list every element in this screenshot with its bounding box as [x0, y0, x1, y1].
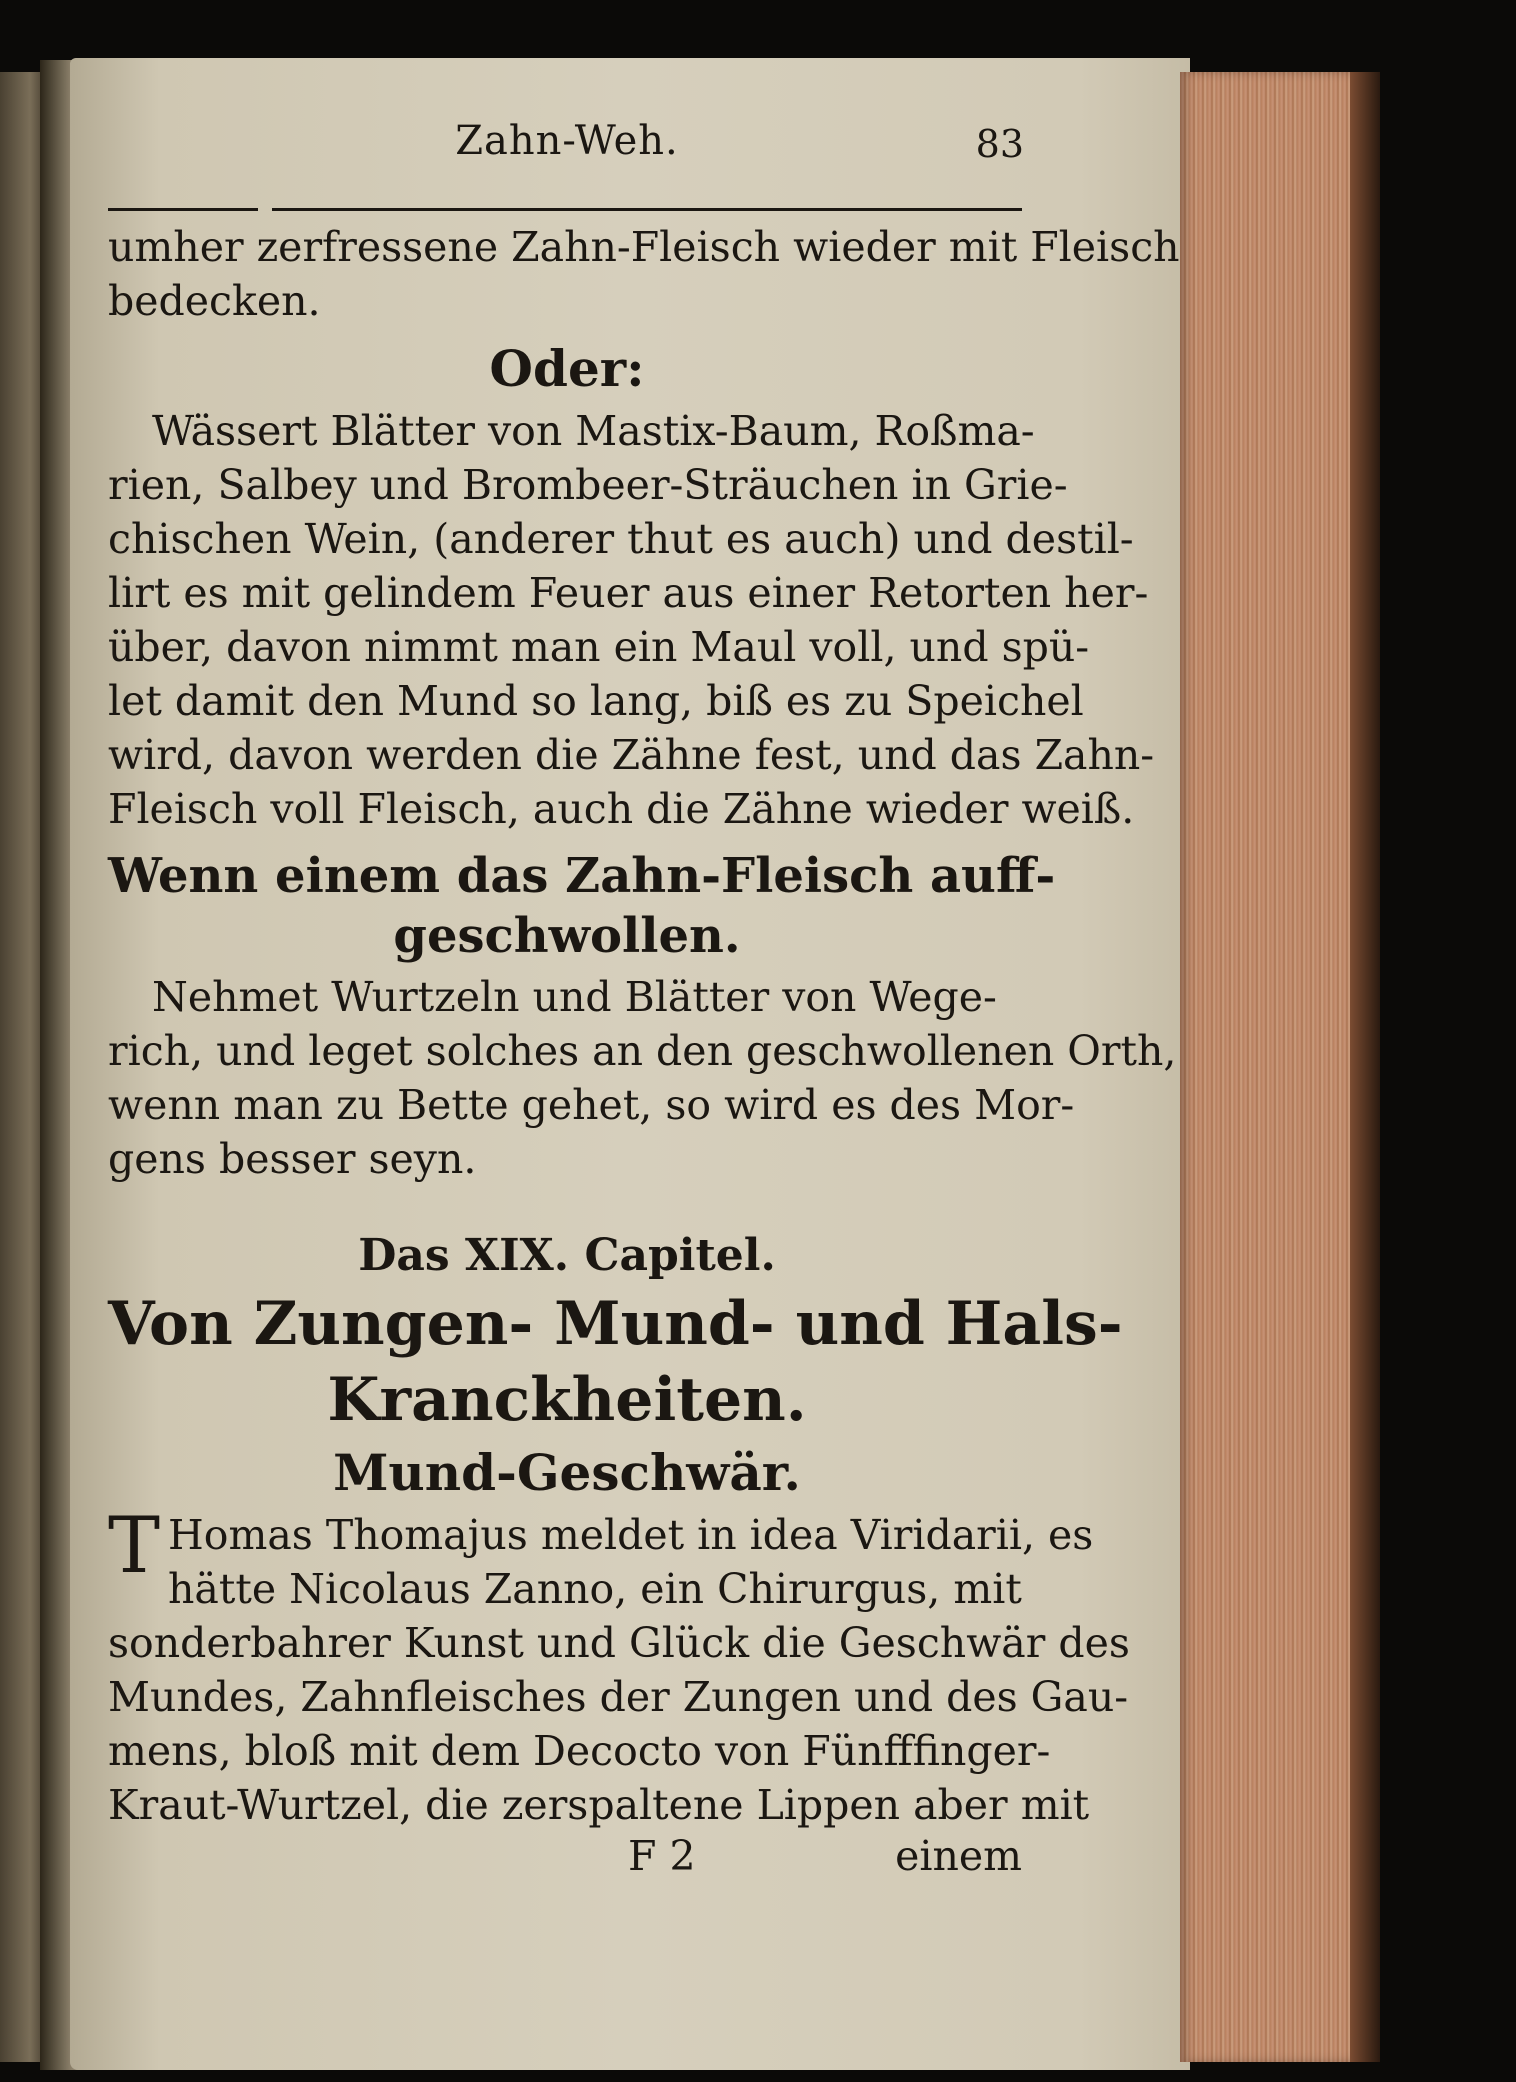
signature-mark: F 2 [628, 1832, 696, 1880]
text-line: über, davon nimmt man ein Maul voll, und spü- [108, 623, 1090, 671]
text-line: wird, davon werden die Zähne fest, und das Zahn- [108, 731, 1155, 779]
page-footer [108, 1832, 1026, 1888]
text-line: sonderbahrer Kunst und Glück die Geschwär des [108, 1619, 1130, 1667]
page-number: 83 [975, 122, 1024, 166]
text-line: lirt es mit gelindem Feuer aus einer Retorten her- [108, 569, 1149, 617]
catchword: einem [895, 1832, 1022, 1880]
paragraph-plantain [108, 970, 1177, 1186]
drop-cap: T [108, 1501, 161, 1591]
text-line: Homas Thomajus meldet in idea Viridarii, es [168, 1511, 1094, 1559]
text-line: wenn man zu Bette gehet, so wird es des Mor- [108, 1081, 1075, 1129]
heading-line: geschwollen. [393, 908, 741, 964]
section-title: Mund-Geschwär. [333, 1443, 801, 1502]
heading-line: Wenn einem das Zahn-Fleisch auff- [108, 848, 1056, 904]
running-head [108, 118, 1026, 180]
text-line: bedecken. [108, 277, 321, 325]
page-edges-stack [1180, 72, 1360, 2062]
paragraph-thomajus [108, 1501, 1130, 1832]
paragraph-remedy [108, 404, 1155, 836]
chapter-label: Das XIX. Capitel. [358, 1230, 776, 1281]
text-line: Kraut-Wurtzel, die zerspaltene Lippen aber mit [108, 1781, 1090, 1829]
text-line: hätte Nicolaus Zanno, ein Chirurgus, mit [168, 1565, 1022, 1613]
chapter-title [108, 1286, 1123, 1438]
text-line: chischen Wein, (anderer thut es auch) und destil- [108, 515, 1134, 563]
text-line: mens, bloß mit dem Decocto von Fünfffinger- [108, 1727, 1051, 1775]
text-line: Nehmet Wurtzeln und Blätter von Wege- [152, 973, 997, 1021]
running-head-title: Zahn-Weh. [455, 118, 679, 164]
chapter-title-line: Von Zungen- Mund- und Hals- [108, 1289, 1123, 1359]
page-edge-shadow [1350, 72, 1380, 2062]
chapter-title-line: Kranckheiten. [327, 1365, 807, 1435]
text-line: Mundes, Zahnfleisches der Zungen und des Gau- [108, 1673, 1129, 1721]
paragraph-continued [108, 220, 1180, 328]
text-line: umher zerfressene Zahn-Fleisch wieder mit Fleisch [108, 223, 1180, 271]
text-line: gens besser seyn. [108, 1135, 477, 1183]
text-line: let damit den Mund so lang, biß es zu Speichel [108, 677, 1084, 725]
text-line: Fleisch voll Fleisch, auch die Zähne wieder weiß. [108, 785, 1135, 833]
heading-swollen-gums [108, 846, 1056, 966]
text-line: rich, und leget solches an den geschwollenen Orth, [108, 1027, 1177, 1075]
text-line: Wässert Blätter von Mastix-Baum, Roßma- [152, 407, 1035, 455]
page-text [108, 118, 1180, 1888]
heading-oder: Oder: [489, 339, 645, 398]
text-line: rien, Salbey und Brombeer-Sträuchen in Grie- [108, 461, 1068, 509]
